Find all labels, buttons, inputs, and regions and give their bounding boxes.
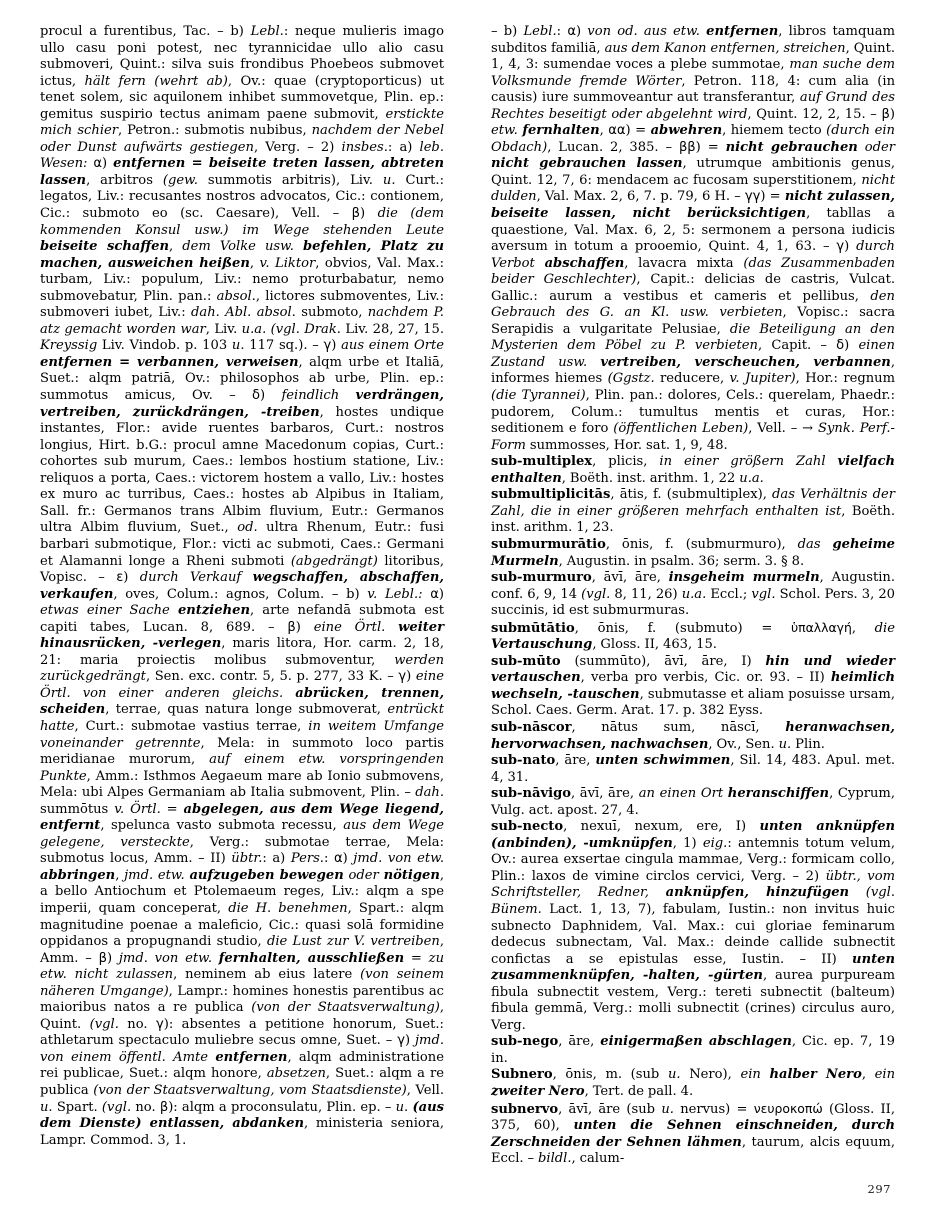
dictionary-entry: sub-mūto (summūto), āvī, āre, I) hin und wieder vertauschen, verba pro verbis, Cic. or. 93. – II) heimlich wechseln, -tauschen, submutasse et aliam posuisse ursam, Schol. Caes. Germ. Arat. 17. p. 382 Eyss. — [491, 653, 895, 719]
dictionary-entry: sub-nāscor, nātus sum, nāscī, heranwachsen, hervorwachsen, nachwachsen, Ov., Sen. u. Plin. — [491, 719, 895, 752]
page-number: 297 — [867, 1182, 891, 1196]
dictionary-entry: sub-nego, āre, einigermaßen abschlagen, Cic. ep. 7, 19 in. — [491, 1034, 895, 1066]
dictionary-entry: sub-necto, nexuī, nexum, ere, I) unten anknüpfen (anbinden), -umknüpfen, 1) eig.: antemnis totum velum, Ov.: aurea exsertae cingula mammae, Verg.: formicam collo, Plin.: laxos de vimine circlos cervici, Verg. – 2) übtr., vom Schriftsteller, Redner, anknüpfen, hinzufügen (vgl. Bünem. Lact. 1, 13, 7), fabulam, Iustin.: non invitus huic subnecto Daphnidem, Val. Max.: cui gloriae feminarum dedecus subnectam, Val. Max.: deinde callide subnectit confictas a se epistulas esse, Iustin. – II) unten zusammenknüpfen, -halten, -gürten, aurea purpuream fibula subnectit vestem, Verg.: tereti subnectit (balteum) fibula gemmā, Verg.: molli subnectit (crines) circulus auro, Verg. — [491, 819, 896, 1033]
dictionary-entry: Subnero, ōnis, m. (sub u. Nero), ein halber Nero, ein zweiter Nero, Tert. de pall. 4. — [491, 1067, 896, 1099]
dictionary-entry: sub-nato, āre, unten schwimmen, Sil. 14, 483. Apul. met. 4, 31. — [491, 753, 895, 785]
column-text-block: procul a furentibus, Tac. – b) Lebl.: neque mulieris imago ullo casu poni potest, nec tyrannicidae ullo alio casu submoveri, Quint.: silva suis frondibus Phoebeos submovet ictus, hält fern (wehrt ab), Ov.: quae (cryptoporticus) ut tenet solem, sic aquilonem inhibet summovetque, Plin. ep.: gemitus suspirio tectus animam paene submovit, erstickte mich schier, Petron.: submotis nubibus, nachdem der Nebel oder Dunst aufwärts gestiegen, Verg. – 2) insbes.: a) leb. Wesen: α) entfernen = beiseite treten lassen, abtreten lassen, arbitros (gew. summotis arbitris), Liv. u. Curt.: legatos, Liv.: recusantes nostros advocatos, Cic.: contionem, Cic.: submoto eo (sc. Caesare), Vell. – β) die (dem kommenden Konsul usw.) im Wege stehenden Leute beiseite schaffen, dem Volke usw. befehlen, Platz zu machen, ausweichen heißen, v. Liktor, obvios, Val. Max.: turbam, Liv.: populum, Liv.: nemo proturbabatur, nemo submovebatur, Plin. pan.: absol., lictores submoventes, Liv.: submoveri iubet, Liv.: dah. Abl. absol. submoto, nachdem P. atz gemacht worden war, Liv. u.a. (vgl. Drak. Liv. 28, 27, 15. Kreyssig Liv. Vindob. p. 103 u. 117 sq.). – γ) aus einem Orte entfernen = verbannen, verweisen, alqm urbe et Italiā, Suet.: alqm patriā, Ov.: philosophos ab urbe, Plin. ep.: summotus amicus, Ov. – δ) feindlich verdrängen, vertreiben, zurückdrängen, -treiben, hostes undique instantes, Flor.: avide ruentes barbaros, Curt.: nostros longius, Hirt. b.G.: procul amne Macedonum copias, Curt.: cohortes sub murum, Caes.: lembos hostium statione, Liv.: reliquos a porta, Caes.: victorem hostem a vallo, Liv.: hostes ex muro ac turribus, Caes.: hostes ab Alpibus in Italiam, Sall. fr.: Germanos trans Albim fluvium, Eutr.: Germanos ultra Albim fluvium, Suet., od. ultra Rhenum, Eutr.: fusi barbari submotique, Flor.: victi ac submoti, Caes.: Germani et Alamanni longe a Rheni submoti (abgedrängt) litoribus, Vopisc. – ε) durch Verkauf wegschaffen, abschaffen, verkaufen, oves, Colum.: agnos, Colum. – b) v. Lebl.: α) etwas einer Sache entziehen, arte nefandā submota est capiti tabes, Lucan. 8, 689. – β) eine Örtl. weiter hinausrücken, -verlegen, maris litora, Hor. carm. 2, 18, 21: maria proiectis molibus submoventur, werden zurückgedrängt, Sen. exc. contr. 5, 5. p. 277, 33 K. – γ) eine Örtl. von einer anderen gleichs. abrücken, trennen, scheiden, terrae, quas natura longe submoverat, entrückt hatte, Curt.: submotae vastius terrae, in weitem Umfange voneinander getrennte, Mela: in summoto loco partis meridianae murorum, auf einem etw. vorspringenden Punkte, Amm.: Isthmos Aegaeum mare ab Ionio submovens, Mela: ubi Alpes Germaniam ab Italia submovent, Plin. – dah. summōtus v. Örtl. = abgelegen, aus dem Wege liegend, entfernt, spelunca vasto submota recessu, aus dem Wege gelegene, versteckte, Verg.: submotae terrae, Mela: submotus locus, Amm. – II) übtr.: a) Pers.: α) jmd. von etw. abbringen, jmd. etw. aufzugeben bewegen oder nötigen, a bello Antiochum et Ptolemaeum reges, Liv.: alqm a spe imperii, quam conceperat, die H. benehmen, Spart.: alqm magnitudine poenae a maleficio, Cic.: quasi solā formidine oppidanos a propugnandi studio, die Lust zur V. vertreiben, Amm. – β) jmd. von etw. fernhalten, ausschließen = zu etw. nicht zulassen, neminem ab eius latere (von seinem näheren Umgange), Lampr.: homines honestis parentibus ac maioribus natos a re publica (von der Staatsverwaltung), Quint. (vgl. no. γ): absentes a petitione honorum, Suet.: athletarum spectaculo muliebre secus omne, Suet. – γ) jmd. von einem öffentl. Amte entfernen, alqm administratione rei publicae, Suet.: alqm honore, absetzen, Suet.: alqm a re publica (von der Staatsverwaltung, vom Staatsdienste), Vell. u. Spart. (vgl. no. β): alqm a proconsulatu, Plin. ep. – u. (aus dem Dienste) entlassen, abdanken, ministeria seniora, Lampr. Commod. 3, 1. — [40, 24, 445, 1148]
dictionary-entry: sub-nāvigo, āvī, āre, an einen Ort heranschiffen, Cyprum, Vulg. act. apost. 27, 4. — [491, 786, 895, 818]
dictionary-entry: subnervo, āvī, āre (sub u. nervus) = νευροκοπώ (Gloss. II, 375, 60), unten die Sehnen einschneiden, durch Zerschneiden der Sehnen lähmen, taurum, alcis equum, Eccl. – bildl., calum- — [491, 1100, 895, 1167]
column-text-block: – b) Lebl.: α) von od. aus etw. entfernen, libros tamquam subditos familiā, aus dem Kanon entfernen, streichen, Quint. 1, 4, 3: sumendae voces a plebe summotae, man suche dem Volksmunde fremde Wörter, Petron. 118, 4: cum alia (in causis) iure summoveantur aut transferantur, auf Grund des Rechtes beseitigt oder abgelehnt wird, Quint. 12, 2, 15. – β) etw. fernhalten, αα) = abwehren, hiemem tecto (durch ein Obdach), Lucan. 2, 385. – ββ) = nicht gebrauchen oder nicht gebrauchen lassen, utrumque ambitionis genus, Quint. 12, 7, 6: mendacem ac fucosam superstitionem, nicht dulden, Val. Max. 2, 6, 7. p. 79, 6 H. – γγ) = nicht zulassen, beiseite lassen, nicht berücksichtigen, tabllas a quaestione, Val. Max. 6, 2, 5: sermonem a persona iudicis aversum in totum a prooemio, Quint. 4, 1, 63. – γ) durch Verbot abschaffen, lavacra mixta (das Zusammenbaden beider Geschlechter), Capit.: delicias de castris, Vulcat. Gallic.: aurum a vestibus et cameris et pellibus, den Gebrauch des G. an Kl. usw. verbieten, Vopisc.: sacra Serapidis a vulgaritate Pelusiae, die Beteiligung an den Mysterien dem Pöbel zu P. verbieten, Capit. – δ) einen Zustand usw. vertreiben, verscheuchen, verbannen, informes hiemes (Ggstz. reducere, v. Jupiter), Hor.: regnum (die Tyrannei), Plin. pan.: dolores, Cels.: querelam, Phaedr.: pudorem, Colum.: tumultus mentis et curas, Hor.: seditionem e foro (öffentlichen Leben), Vell. – → Synk. Perf.-Form summosses, Hor. sat. 1, 9, 48. — [491, 24, 896, 453]
dictionary-entry: sub-murmuro, āvī, āre, insgeheim murmeln, Augustin. conf. 6, 9, 14 (vgl. 8, 11, 26) u.a. Eccl.; vgl. Schol. Pers. 3, 20 succinis, id est submurmuras. — [491, 570, 896, 619]
dictionary-entry: submūtātio, ōnis, f. (submuto) = ὑπαλλαγή, die Vertauschung, Gloss. II, 463, 15. — [491, 619, 895, 653]
dictionary-entry: submultiplicitās, ātis, f. (submultiplex), das Verhältnis der Zahl, die in einer größeren mehrfach enthalten ist, Boëth. inst. arithm. 1, 23. — [491, 487, 895, 536]
left-column — [40, 24, 444, 1149]
right-column — [491, 24, 895, 1168]
two-column-layout — [40, 24, 895, 1168]
dictionary-entry: sub-multiplex, plicis, in einer größern Zahl vielfach enthalten, Boëth. inst. arithm. 1, 22 u.a. — [491, 454, 895, 486]
dictionary-entry: submurmurātio, ōnis, f. (submurmuro), das geheime Murmeln, Augustin. in psalm. 36; serm. 3. § 8. — [491, 536, 896, 569]
